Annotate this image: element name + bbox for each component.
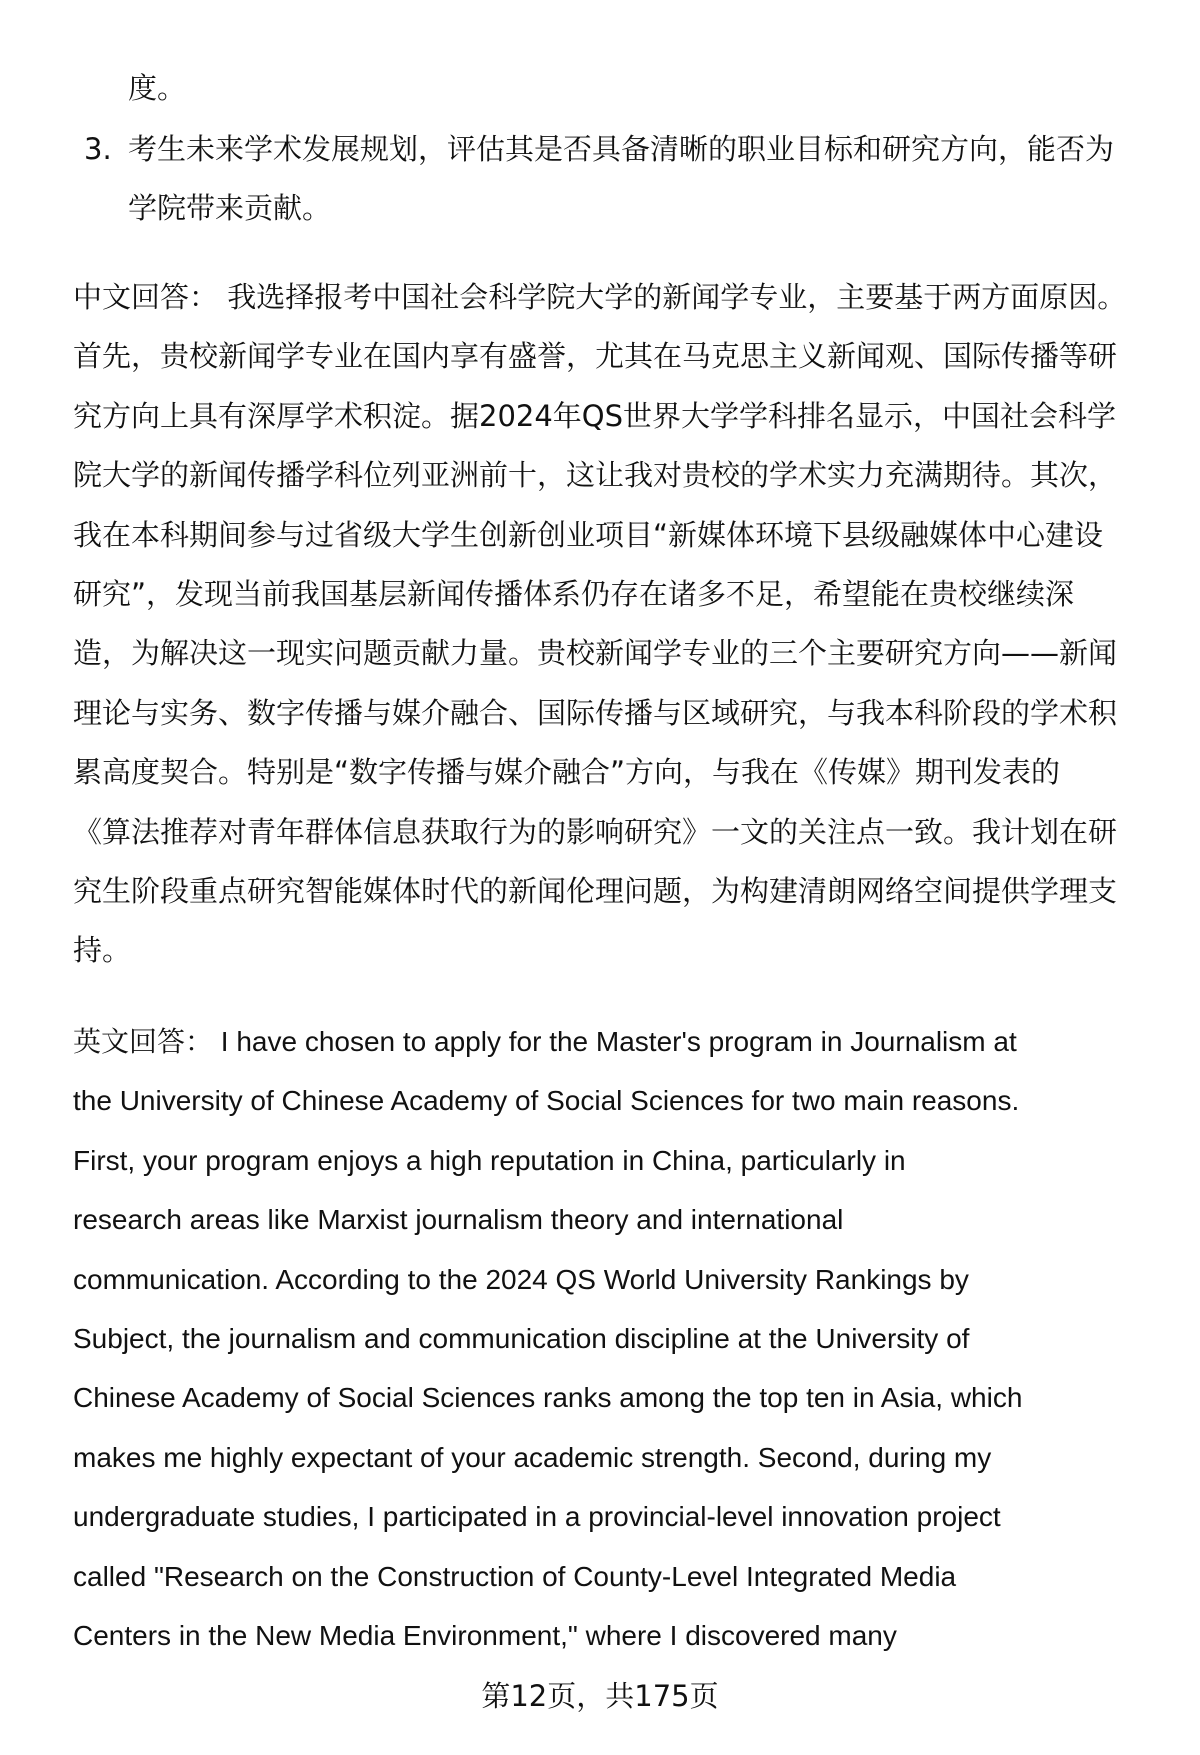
text-line: communication. According to the 2024 QS World University Rankings by — [73, 1263, 969, 1295]
text-line: makes me highly expectant of your academic strength. Second, during my — [73, 1441, 992, 1473]
list-number: 3. — [84, 132, 112, 166]
text-line: 《算法推荐对青年群体信息获取行为的影响研究》一文的关注点一致。我计划在研 — [73, 814, 1118, 849]
text-line: 持。 — [73, 933, 132, 968]
text-line: Subject, the journalism and communication discipline at the University of — [73, 1322, 970, 1354]
text-line: 英文回答： I have chosen to apply for the Master's program in Journalism at — [73, 1026, 1017, 1057]
text-line: 学院带来贡献。 — [128, 191, 332, 226]
text-line: 造，为解决这一现实问题贡献力量。贵校新闻学专业的三个主要研究方向——新闻 — [73, 636, 1118, 671]
text-line: 研究”，发现当前我国基层新闻传播体系仍存在诸多不足，希望能在贵校继续深 — [73, 576, 1075, 611]
text-line: 究方向上具有深厚学术积淀。据2024年QS世界大学学科排名显示，中国社会科学 — [73, 398, 1117, 433]
text-line: 首先，贵校新闻学专业在国内享有盛誉，尤其在马克思主义新闻观、国际传播等研 — [73, 339, 1118, 374]
text-line: First, your program enjoys a high reputation in China, particularly in — [73, 1144, 906, 1176]
text-line: 究生阶段重点研究智能媒体时代的新闻伦理问题，为构建清朗网络空间提供学理支 — [73, 873, 1118, 908]
chinese-answer-paragraph — [73, 268, 1163, 981]
text-line: the University of Chinese Academy of Social Sciences for two main reasons. — [73, 1085, 1020, 1117]
text-line: 我在本科期间参与过省级大学生创新创业项目“新媒体环境下县级融媒体中心建设 — [73, 517, 1104, 552]
list-item-3 — [84, 120, 1200, 239]
text-line: 院大学的新闻传播学科位列亚洲前十，这让我对贵校的学术实力充满期待。其次， — [73, 458, 1118, 493]
text-line: 累高度契合。特别是“数字传播与媒介融合”方向，与我在《传媒》期刊发表的 — [73, 755, 1061, 790]
text-line: Chinese Academy of Social Sciences ranks among the top ten in Asia, which — [73, 1382, 1023, 1414]
english-answer-paragraph — [73, 1012, 1163, 1665]
list-continuation — [128, 59, 1200, 118]
text-line: 度。 — [128, 71, 187, 105]
text-line: Centers in the New Media Environment," where I discovered many — [73, 1619, 897, 1651]
text-line: undergraduate studies, I participated in a provincial-level innovation project — [73, 1501, 1001, 1533]
text-line: research areas like Marxist journalism theory and international — [73, 1204, 844, 1236]
text-line: called "Research on the Construction of County-Level Integrated Media — [73, 1560, 957, 1592]
page-number: 第12页，共175页 — [481, 1679, 719, 1713]
text-line: 考生未来学术发展规划，评估其是否具备清晰的职业目标和研究方向，能否为 — [128, 132, 1115, 166]
text-line: 中文回答： 我选择报考中国社会科学院大学的新闻学专业，主要基于两方面原因。 — [73, 280, 1127, 314]
text-line: 理论与实务、数字传播与媒介融合、国际传播与区域研究，与我本科阶段的学术积 — [73, 695, 1118, 730]
